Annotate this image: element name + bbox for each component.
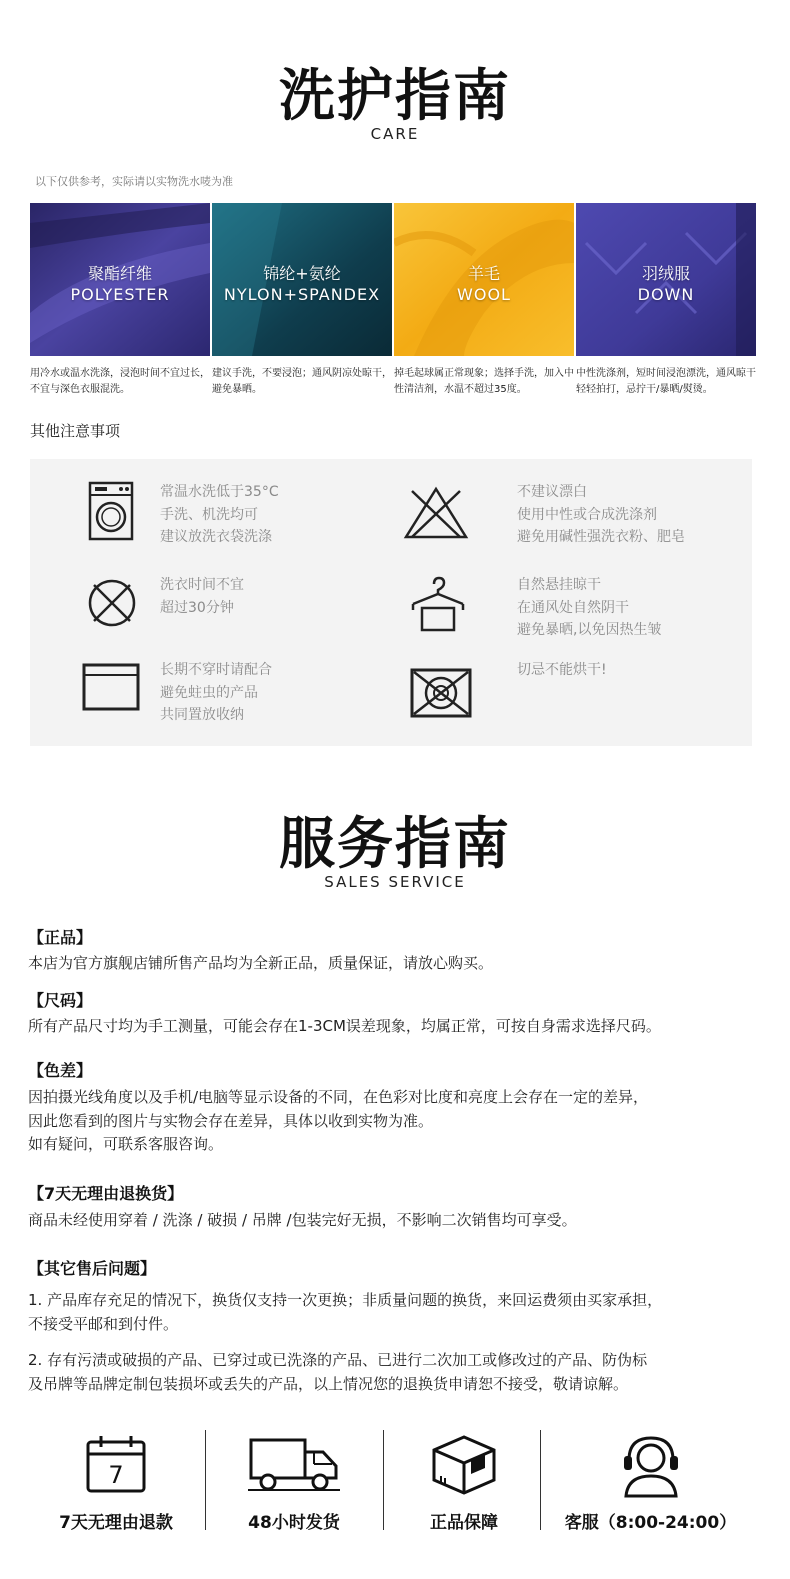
package-box-icon bbox=[431, 1434, 497, 1496]
fabric-en-label: WOOL bbox=[457, 285, 511, 304]
fabric-cn-label: 羊毛 bbox=[467, 264, 500, 283]
no-bleach-icon bbox=[402, 483, 470, 541]
fabric-en-label: NYLON+SPANDEX bbox=[223, 285, 381, 304]
fabric-cn-label: 锦纶+氨纶 bbox=[263, 264, 341, 283]
service-text-return: 商品未经使用穿着 / 洗涤 / 破损 / 吊牌 /包装完好无损，不影响二次销售均可享受。 bbox=[28, 1211, 577, 1229]
care-text-soak: 洗衣时间不宜 超过30分钟 bbox=[160, 577, 244, 616]
no-soak-icon bbox=[85, 576, 139, 630]
storage-icon bbox=[82, 662, 140, 712]
calendar-number: 7 bbox=[108, 1461, 124, 1489]
badge-label: 48小时发货 bbox=[248, 1513, 340, 1533]
badge-customer-service bbox=[553, 1428, 748, 1538]
fabric-down bbox=[576, 203, 756, 356]
hang-dry-icon bbox=[408, 574, 468, 634]
fabric-description: 用冷水或温水洗涤，浸泡时间不宜过长，不宜与深色衣服混洗。 bbox=[30, 368, 210, 395]
headset-support-icon bbox=[618, 1434, 684, 1498]
badge-label: 正品保障 bbox=[430, 1513, 498, 1533]
washing-machine-icon bbox=[88, 481, 134, 541]
badge-label: 客服（8:00-24:00） bbox=[564, 1513, 737, 1533]
care-subtitle: CARE bbox=[370, 125, 420, 143]
no-tumble-dry-icon bbox=[408, 666, 474, 720]
service-heading-return: 【7天无理由退换货】 bbox=[28, 1184, 184, 1203]
fabric-nylon-spandex bbox=[212, 203, 392, 356]
service-subtitle: SALES SERVICE bbox=[324, 873, 466, 891]
badge-label: 7天无理由退款 bbox=[59, 1513, 173, 1533]
care-text-wash: 常温水洗低于35°C 手洗、机洗均可 建议放洗衣袋洗涤 bbox=[160, 484, 279, 545]
care-text-storage: 长期不穿时请配合 避免蛀虫的产品 共同置放收纳 bbox=[160, 662, 272, 723]
fabric-cn-label: 聚酯纤维 bbox=[87, 264, 152, 283]
other-notes-title: 其他注意事项 bbox=[30, 422, 121, 440]
fabric-description: 中性洗涤剂，短时间浸泡漂洗，通风晾干轻轻拍打，忌拧干/暴晒/熨烫。 bbox=[576, 368, 756, 395]
badge-authentic bbox=[375, 1428, 553, 1538]
badge-48h-shipping bbox=[205, 1428, 383, 1538]
service-text-aftersales-2: 2. 存有污渍或破损的产品、已穿过或已洗涤的产品、已进行二次加工或修改过的产品、防伪标 及吊牌等品牌定制包装损坏或丢失的产品，以上情况您的退换货申请恕不接受，敬请谅解。 bbox=[28, 1351, 648, 1393]
care-instructions-panel bbox=[30, 459, 752, 746]
service-heading-size: 【尺码】 bbox=[28, 991, 93, 1010]
service-text-aftersales-1: 1. 产品库存充足的情况下，换货仅支持一次更换；非质量问题的换货，来回运费须由买家承担， 不接受平邮和到付件。 bbox=[28, 1291, 663, 1333]
care-text-bleach: 不建议漂白 使用中性或合成洗涤剂 避免用碱性强洗衣粉、肥皂 bbox=[517, 484, 685, 545]
service-text-size: 所有产品尺寸均为手工测量，可能会存在1-3CM误差现象，均属正常，可按自身需求选择尺码。 bbox=[28, 1017, 661, 1035]
truck-icon bbox=[248, 1434, 340, 1494]
calendar-icon bbox=[85, 1434, 147, 1494]
service-heading-color: 【色差】 bbox=[28, 1061, 93, 1080]
fabric-description: 建议手洗，不要浸泡；通风阴凉处晾干，避免暴晒。 bbox=[212, 368, 392, 395]
service-heading-aftersales: 【其它售后问题】 bbox=[28, 1259, 157, 1278]
badge-7day-refund bbox=[27, 1428, 205, 1538]
fabric-wool bbox=[394, 203, 574, 356]
service-title: 服务指南 bbox=[279, 812, 511, 877]
service-text-authentic: 本店为官方旗舰店铺所售产品均为全新正品，质量保证，请放心购买。 bbox=[28, 954, 494, 972]
fabric-en-label: DOWN bbox=[637, 285, 695, 304]
service-heading-authentic: 【正品】 bbox=[28, 928, 93, 947]
care-text-hang: 自然悬挂晾干 在通风处自然阴干 避免暴晒,以免因热生皱 bbox=[517, 577, 662, 638]
care-title: 洗护指南 bbox=[279, 64, 511, 129]
fabric-description: 掉毛起球属正常现象；选择手洗，加入中性清洁剂，水温不超过35度。 bbox=[394, 368, 574, 395]
service-text-color: 因拍摄光线角度以及手机/电脑等显示设备的不同，在色彩对比度和亮度上会存在一定的差异， 因此您看到的图片与实物会存在差异，具体以收到实物为准。 如有疑问，可联系客服咨询。 bbox=[28, 1088, 649, 1153]
fabric-polyester bbox=[30, 203, 210, 356]
care-note: 以下仅供参考，实际请以实物洗水唛为准 bbox=[35, 175, 233, 188]
fabric-cn-label: 羽绒服 bbox=[641, 264, 690, 283]
care-text-tumble: 切忌不能烘干! bbox=[517, 662, 607, 678]
badge-divider bbox=[540, 1430, 541, 1530]
fabric-en-label: POLYESTER bbox=[70, 285, 170, 304]
